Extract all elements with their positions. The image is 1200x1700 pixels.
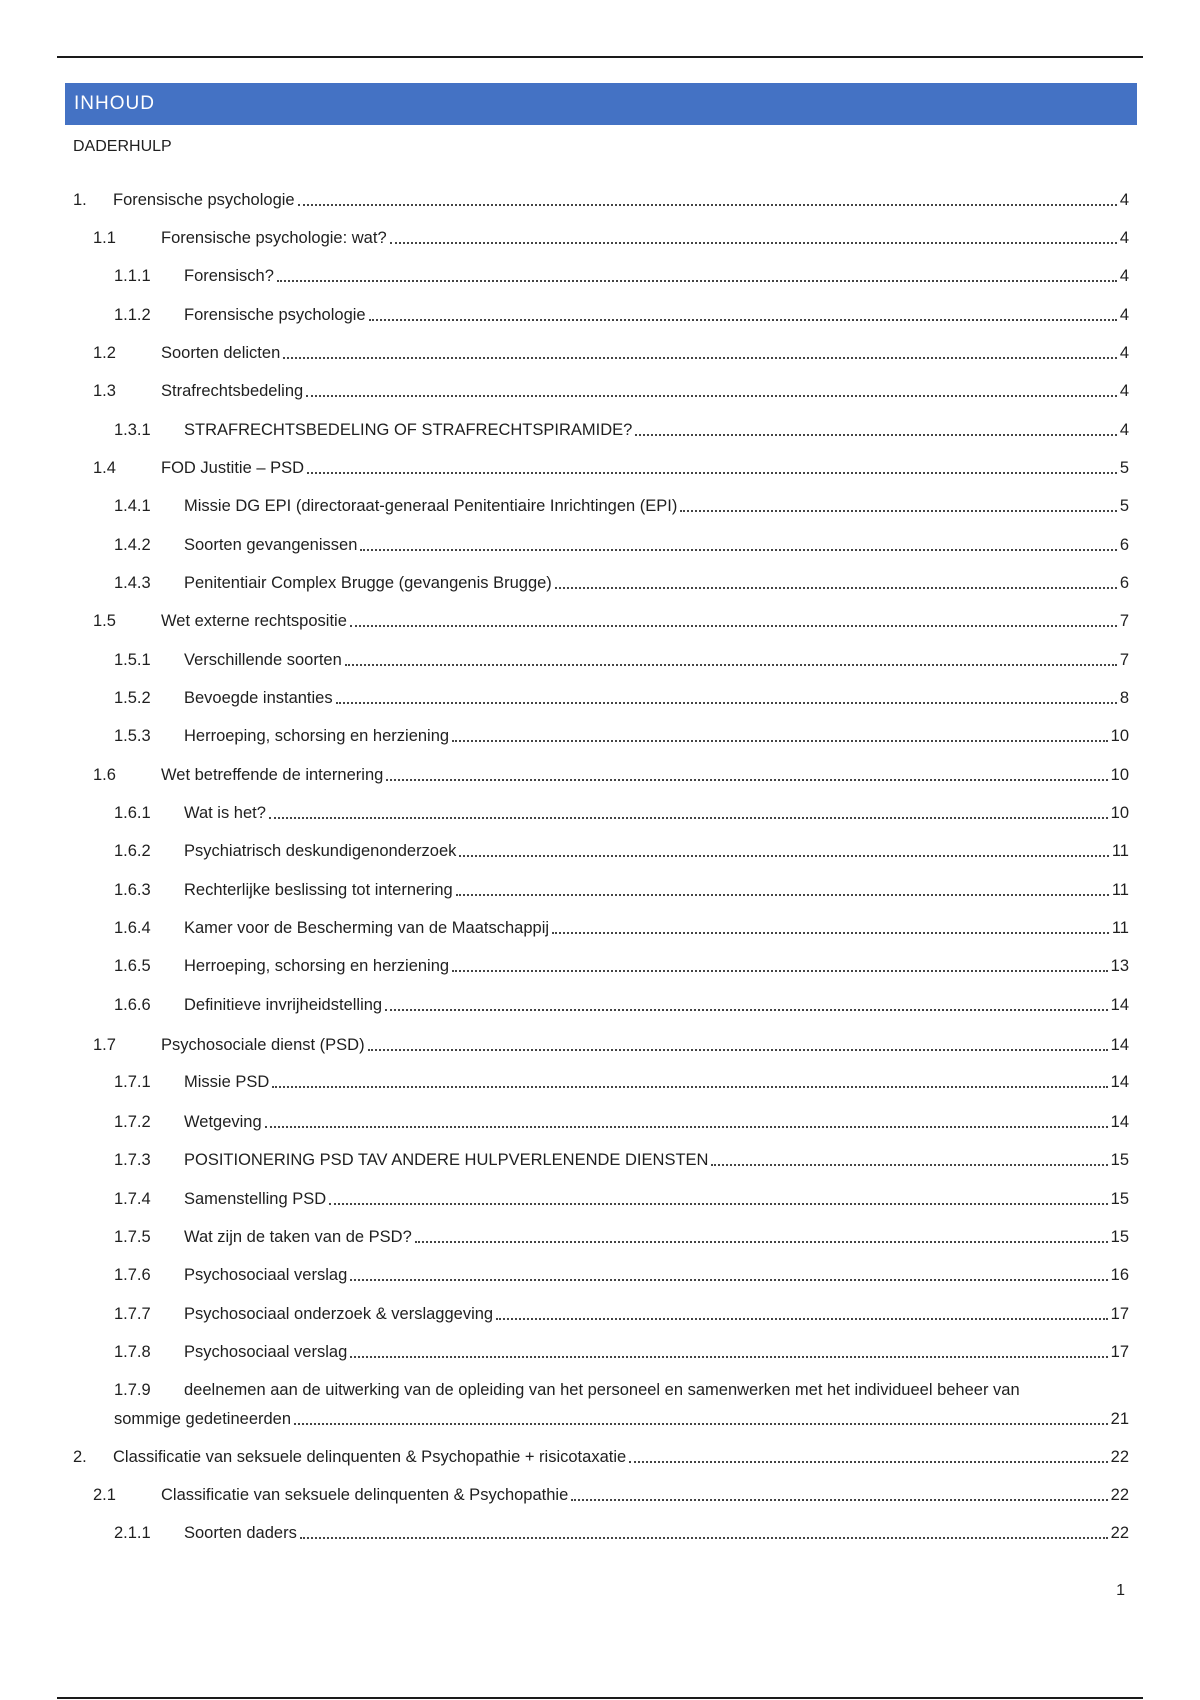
toc-entry-page: 21 [1110,1410,1129,1428]
toc-entry-title: Herroeping, schorsing en herziening [184,957,450,975]
toc-entry-number: 1.6.1 [114,804,151,822]
toc-entry-number: 1.1 [93,229,116,247]
toc-entry-page: 4 [1119,421,1129,439]
toc-entry[interactable] [73,185,1129,211]
toc-entry-title: Soorten daders [184,1524,297,1542]
toc-entry-title: Wat is het? [184,804,266,822]
toc-entry[interactable] [114,261,1129,287]
toc-entry-number: 1.7.8 [114,1343,151,1361]
toc-entry-title: Missie PSD [184,1073,270,1091]
toc-entry[interactable] [114,721,1129,747]
toc-entry-title: POSITIONERING PSD TAV ANDERE HULPVERLENENDE DIENSTEN [184,1151,709,1169]
toc-entry[interactable] [93,338,1129,364]
toc-entry-title: Wet externe rechtspositie [161,612,347,630]
toc-entry-page: 22 [1110,1524,1129,1542]
toc-entry-number: 1.5 [93,612,116,630]
toc-entry-page: 4 [1119,267,1129,285]
dot-leader [269,817,1108,819]
toc-entry[interactable] [114,836,1129,862]
toc-entry[interactable] [93,223,1129,249]
toc-entry-page: 4 [1119,191,1129,209]
toc-entry-number: 1.6.2 [114,842,151,860]
toc-entry[interactable] [73,1442,1129,1468]
toc-entry-number: 1.7.4 [114,1190,151,1208]
dot-leader [336,702,1117,704]
dot-leader [272,1086,1107,1088]
toc-entry-number: 1.7.6 [114,1266,151,1284]
toc-entry-number: 1.3 [93,382,116,400]
toc-entry-page: 16 [1110,1266,1129,1284]
toc-entry-title: Wat zijn de taken van de PSD? [184,1228,412,1246]
toc-entry[interactable] [114,645,1129,671]
toc-entry-number: 1.7 [93,1036,116,1054]
toc-entry-page: 10 [1110,804,1129,822]
dot-leader [385,1009,1108,1011]
toc-entry-number: 1.7.3 [114,1151,151,1169]
dot-leader [360,549,1116,551]
toc-entry-title: Strafrechtsbedeling [161,382,304,400]
dot-leader [265,1126,1108,1128]
toc-entry-number: 1.4.1 [114,497,151,515]
toc-entry-title: Psychiatrisch deskundigenonderzoek [184,842,457,860]
dot-leader [350,1356,1107,1358]
dot-leader [386,779,1107,781]
toc-entry-number: 1.5.1 [114,651,151,669]
toc-entry-number: 1.7.2 [114,1113,151,1131]
toc-entry[interactable] [114,1518,1129,1544]
toc-entry-title: Verschillende soorten [184,651,342,669]
toc-entry-page: 5 [1119,497,1129,515]
dot-leader [283,357,1117,359]
toc-entry-continuation[interactable] [114,1404,1129,1430]
toc-entry-number: 2. [73,1448,87,1466]
toc-entry-title: Herroeping, schorsing en herziening [184,727,450,745]
dot-leader [571,1499,1107,1501]
toc-entry[interactable] [114,1222,1129,1248]
page-number: 1 [1116,1582,1125,1599]
toc-entry-number: 1.7.7 [114,1305,151,1323]
toc-entry-number: 1.5.2 [114,689,151,707]
toc-entry-page: 4 [1119,229,1129,247]
toc-entry-number: 1.4 [93,459,116,477]
toc-entry-page: 14 [1110,1036,1129,1054]
toc-entry-page: 11 [1111,842,1129,860]
toc-entry-number: 1.1.2 [114,306,151,324]
toc-entry-page: 6 [1119,574,1129,592]
toc-entry[interactable] [114,415,1129,441]
toc-entry-title: Wet betreffende de internering [161,766,384,784]
toc-entry-title: Classificatie van seksuele delinquenten & Psychopathie [161,1486,569,1504]
toc-entry-page: 4 [1119,344,1129,362]
toc-entry-title: Forensische psychologie [184,306,366,324]
toc-entry-title: Kamer voor de Bescherming van de Maatschappij [184,919,550,937]
toc-entry-number: 2.1 [93,1486,116,1504]
toc-entry[interactable] [114,683,1129,709]
toc-entry-page: 17 [1110,1343,1129,1361]
toc-entry-page: 11 [1111,881,1129,899]
dot-leader [307,472,1117,474]
toc-entry[interactable] [114,491,1129,517]
dot-leader [369,319,1117,321]
toc-entry[interactable] [114,1184,1129,1210]
toc-entry-title: Bevoegde instanties [184,689,333,707]
toc-entry[interactable] [93,376,1129,402]
toc-entry[interactable] [93,1030,1129,1056]
dot-leader [306,395,1117,397]
dot-leader [496,1318,1108,1320]
toc-entry-title: deelnemen aan de uitwerking van de opleiding van het personeel en samenwerken met het individueel beheer van [184,1381,1020,1399]
toc-entry[interactable] [114,990,1129,1016]
dot-leader [329,1203,1107,1205]
toc-entry[interactable] [114,1107,1129,1133]
toc-entry[interactable] [93,606,1129,632]
toc-entry-number: 1.5.3 [114,727,151,745]
toc-entry[interactable] [93,1480,1129,1506]
toc-entry[interactable] [114,1145,1129,1171]
toc-entry-number: 1. [73,191,87,209]
toc-entry-page: 7 [1119,651,1129,669]
toc-entry-page: 6 [1119,536,1129,554]
toc-entry[interactable] [93,453,1129,479]
toc-entry-title: Soorten gevangenissen [184,536,358,554]
section-label: DADERHULP [73,138,172,155]
dot-leader [294,1423,1108,1425]
dot-leader [390,242,1117,244]
toc-entry-page: 15 [1110,1228,1129,1246]
toc-entry-page: 5 [1119,459,1129,477]
toc-entry-number: 1.4.2 [114,536,151,554]
toc-entry-title: Psychosociale dienst (PSD) [161,1036,365,1054]
dot-leader [300,1537,1108,1539]
dot-leader [415,1241,1108,1243]
dot-leader [277,280,1117,282]
toc-entry-page: 17 [1110,1305,1129,1323]
dot-leader [298,204,1117,206]
toc-entry-title: Penitentiair Complex Brugge (gevangenis Brugge) [184,574,552,592]
toc-entry-page: 14 [1110,1073,1129,1091]
toc-entry[interactable] [114,951,1129,977]
dot-leader [635,434,1117,436]
toc-entry[interactable] [114,1067,1129,1093]
toc-entry-number: 1.7.9 [114,1381,151,1399]
toc-entry-page: 11 [1111,919,1129,937]
dot-leader [552,932,1109,934]
toc-entry-page: 4 [1119,382,1129,400]
toc-entry-title: Samenstelling PSD [184,1190,327,1208]
toc-entry-page: 14 [1110,996,1129,1014]
header-rule [57,56,1143,58]
toc-entry-page: 4 [1119,306,1129,324]
toc-entry-title: Classificatie van seksuele delinquenten & Psychopathie + risicotaxatie [113,1448,627,1466]
dot-leader [452,740,1108,742]
toc-entry[interactable] [114,1260,1129,1286]
dot-leader [680,510,1116,512]
toc-entry-page: 22 [1110,1486,1129,1504]
toc-entry-page: 14 [1110,1113,1129,1131]
toc-entry-page: 15 [1110,1190,1129,1208]
toc-entry-page: 13 [1110,957,1129,975]
toc-entry-number: 1.2 [93,344,116,362]
toc-entry-number: 1.7.1 [114,1073,151,1091]
toc-entry-title: Rechterlijke beslissing tot internering [184,881,453,899]
footer-rule [57,1697,1143,1699]
toc-entry-title: STRAFRECHTSBEDELING OF STRAFRECHTSPIRAMIDE? [184,421,633,439]
dot-leader [629,1461,1107,1463]
toc-entry-title-continuation: sommige gedetineerden [114,1410,292,1428]
toc-entry[interactable] [114,530,1129,556]
toc-entry-number: 2.1.1 [114,1524,151,1542]
toc-entry-title: Psychosociaal verslag [184,1266,348,1284]
toc-entry[interactable] [114,300,1129,326]
toc-entry[interactable] [114,798,1129,824]
toc-entry-number: 1.4.3 [114,574,151,592]
toc-entry-number: 1.6.4 [114,919,151,937]
toc-entry-page: 10 [1110,727,1129,745]
dot-leader [456,894,1109,896]
toc-entry-number: 1.1.1 [114,267,151,285]
dot-leader [345,664,1117,666]
toc-entry-page: 7 [1119,612,1129,630]
toc-entry[interactable] [93,760,1129,786]
toc-entry-title: Forensische psychologie: wat? [161,229,387,247]
toc-entry-title: Psychosociaal onderzoek & verslaggeving [184,1305,494,1323]
toc-entry-title: Forensische psychologie [113,191,295,209]
toc-entry-first-line [114,1379,1020,1401]
toc-entry-title: Missie DG EPI (directoraat-generaal Penitentiaire Inrichtingen (EPI) [184,497,678,515]
toc-entry-number: 1.6.5 [114,957,151,975]
toc-entry-title: Definitieve invrijheidstelling [184,996,383,1014]
toc-entry-page: 10 [1110,766,1129,784]
toc-entry[interactable] [114,1299,1129,1325]
toc-entry[interactable] [114,568,1129,594]
dot-leader [452,970,1108,972]
toc-entry[interactable] [114,913,1129,939]
toc-heading: INHOUD [65,83,1137,125]
toc-entry-number: 1.6 [93,766,116,784]
toc-entry-page: 22 [1110,1448,1129,1466]
toc-entry[interactable] [114,1337,1129,1363]
toc-entry-number: 1.6.3 [114,881,151,899]
toc-entry-title: FOD Justitie – PSD [161,459,305,477]
toc-entry-number: 1.3.1 [114,421,151,439]
dot-leader [368,1049,1108,1051]
dot-leader [711,1164,1107,1166]
toc-entry-page: 8 [1119,689,1129,707]
toc-entry[interactable] [114,875,1129,901]
toc-entry-title: Soorten delicten [161,344,281,362]
dot-leader [350,625,1117,627]
toc-entry-page: 15 [1110,1151,1129,1169]
toc-entry-title: Wetgeving [184,1113,262,1131]
dot-leader [350,1279,1107,1281]
toc-entry-number: 1.6.6 [114,996,151,1014]
toc-entry-wrapped[interactable] [114,1379,1129,1401]
dot-leader [555,587,1117,589]
toc-entry-title: Forensisch? [184,267,274,285]
toc-entry-title: Psychosociaal verslag [184,1343,348,1361]
toc-entry-number: 1.7.5 [114,1228,151,1246]
dot-leader [459,855,1108,857]
